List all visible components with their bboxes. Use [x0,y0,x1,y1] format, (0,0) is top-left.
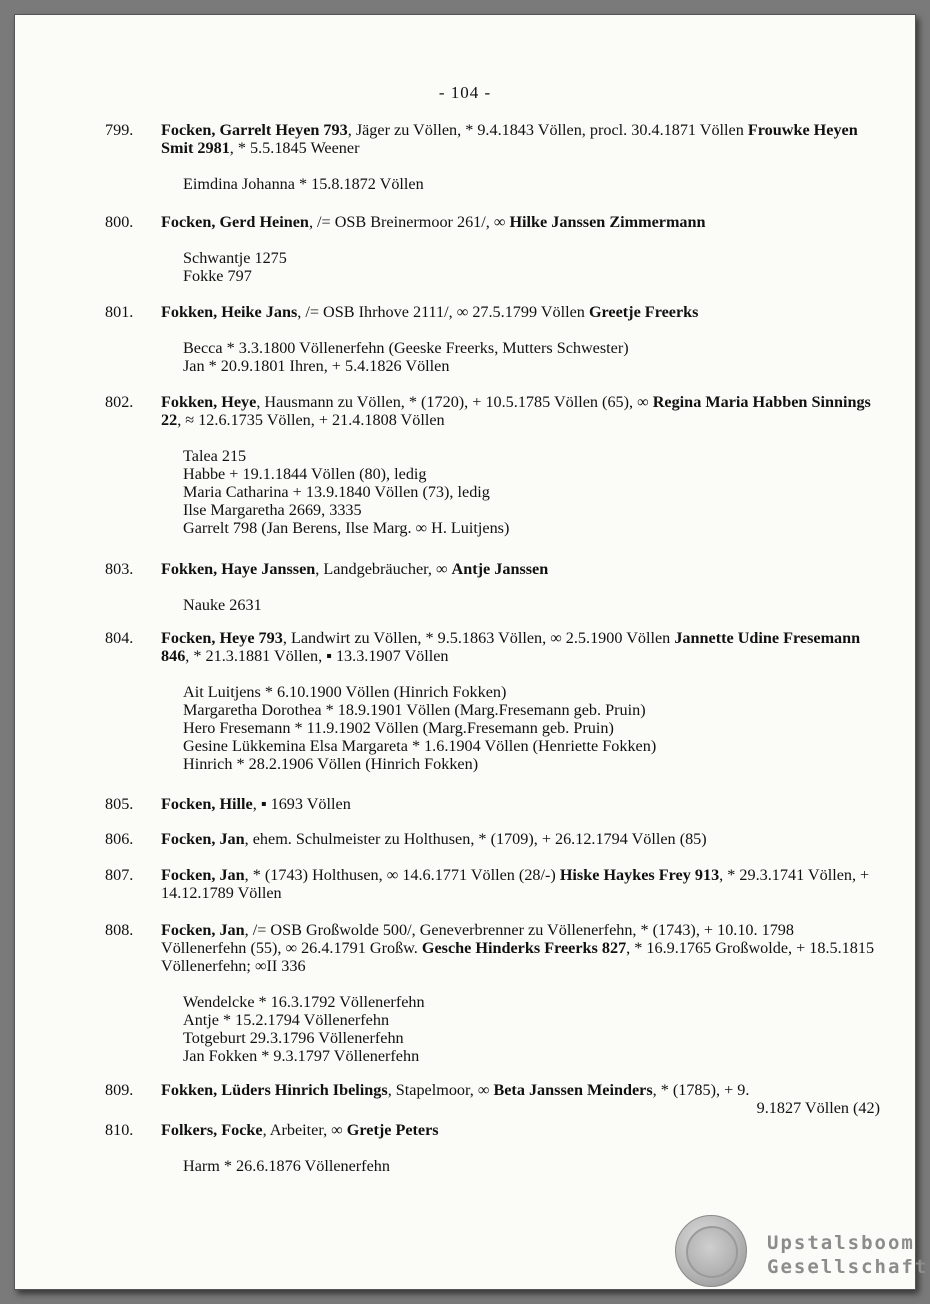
child-entry: Talea 215 [183,447,247,465]
entry-detail: , Jäger zu Völlen, * 9.4.1843 Völlen, procl. 30.4.1871 Völlen [347,121,748,139]
entry-number: 807. [105,866,134,884]
entry-text [161,560,880,578]
entry-805 [105,795,880,813]
entry-text [161,866,880,902]
entry-detail: , /= OSB Ihrhove 2111/, ∞ 27.5.1799 Völlen [297,303,589,321]
child-entry: Eimdina Johanna * 15.8.1872 Völlen [183,175,424,193]
child-entry: Gesine Lükkemina Elsa Margareta * 1.6.1904 Völlen (Henriette Fokken) [183,737,657,755]
person-name: Fokken, Heye [161,393,257,411]
children-list [183,175,880,193]
child-entry: Fokke 797 [183,267,252,285]
child-entry: Antje * 15.2.1794 Völlenerfehn [183,1011,390,1029]
person-name: Antje Janssen [451,560,549,578]
entry-number: 809. [105,1081,134,1099]
entry-detail: , Arbeiter, ∞ [262,1121,347,1139]
document-page [14,14,929,1290]
entry-809 [105,1081,880,1117]
person-name: Regina Maria Habben Sinnings 22 [161,393,871,429]
entry-text [161,393,880,429]
entry-text [161,921,880,975]
child-entry: Jan * 20.9.1801 Ihren, + 5.4.1826 Völlen [183,357,450,375]
entry-803 [105,560,880,614]
child-entry: Totgeburt 29.3.1796 Völlenerfehn [183,1029,404,1047]
entry-detail: , ehem. Schulmeister zu Holthusen, * (1709), + 26.12.1794 Völlen (85) [244,830,707,848]
person-name: Focken, Hille [161,795,253,813]
entry-detail: , Landgebräucher, ∞ [315,560,452,578]
person-name: Focken, Garrelt Heyen 793 [161,121,348,139]
entry-detail: , ≈ 12.6.1735 Völlen, + 21.4.1808 Völlen [177,411,445,429]
children-list [183,447,880,537]
person-name: Jannette Udine Fresemann 846 [161,629,861,665]
person-name: Gesche Hinderks Freerks 827 [421,939,627,957]
entry-detail: , * (1785), + 9. [652,1081,750,1099]
person-name: Focken, Jan [161,866,245,884]
entry-807 [105,866,880,902]
entry-808 [105,921,880,1065]
entry-detail: , Stapelmoor, ∞ [387,1081,494,1099]
child-entry: Hero Fresemann * 11.9.1902 Völlen (Marg.Fresemann geb. Pruin) [183,719,614,737]
entry-text [161,1081,880,1099]
entry-detail: , * 21.3.1881 Völlen, ▪ 13.3.1907 Völlen [185,647,449,665]
entry-number: 805. [105,795,134,813]
entry-802 [105,393,880,537]
entry-detail: , * 5.5.1845 Weener [229,139,360,157]
child-entry: Ait Luitjens * 6.10.1900 Völlen (Hinrich Fokken) [183,683,507,701]
child-entry: Habbe + 19.1.1844 Völlen (80), ledig [183,465,427,483]
person-name: Greetje Freerks [588,303,699,321]
logo-line-1: Upstalsboom [767,1232,915,1254]
entry-number: 801. [105,303,134,321]
entry-detail: , * 29.3.1741 Völlen, + 14.12.1789 Völlen [161,866,870,902]
entry-detail: , ▪ 1693 Völlen [252,795,351,813]
entry-number: 806. [105,830,134,848]
entry-806 [105,830,880,848]
person-name: Folkers, Focke [161,1121,263,1139]
children-list [183,339,880,375]
child-entry: Wendelcke * 16.3.1792 Völlenerfehn [183,993,425,1011]
person-name: Hiske Haykes Frey 913 [559,866,720,884]
child-entry: Nauke 2631 [183,596,262,614]
entry-text [161,303,880,321]
entry-text [161,830,880,848]
entry-text [161,213,880,231]
person-name: Focken, Jan [161,921,245,939]
entry-continuation: 9.1827 Völlen (42) [756,1099,880,1117]
entry-number: 804. [105,629,134,647]
entry-detail: , * 16.9.1765 Großwolde, + 18.5.1815 Völlenerfehn; ∞II 336 [161,939,875,975]
entry-number: 803. [105,560,134,578]
entry-number: 808. [105,921,134,939]
entry-number: 800. [105,213,134,231]
children-list [183,683,880,773]
person-name: Focken, Jan [161,830,245,848]
child-entry: Harm * 26.6.1876 Völlenerfehn [183,1157,390,1175]
entry-detail: , /= OSB Großwolde 500/, Geneverbrenner zu Völlenerfehn, * (1743), + 10.10. 1798 Völlenerfehn (55), ∞ 26.4.1791 Großw. [161,921,794,957]
seal-icon [675,1215,747,1287]
entry-number: 799. [105,121,134,139]
child-entry: Maria Catharina + 13.9.1840 Völlen (73), ledig [183,483,490,501]
entry-799 [105,121,880,193]
entry-804 [105,629,880,773]
entry-number: 810. [105,1121,134,1139]
logo-line-2: Gesellschaft [767,1256,929,1278]
children-list [183,1157,880,1175]
entry-text [161,1121,880,1139]
person-name: Gretje Peters [346,1121,439,1139]
person-name: Focken, Heye 793 [161,629,283,647]
entry-text [161,629,880,665]
child-entry: Becca * 3.3.1800 Völlenerfehn (Geeske Freerks, Mutters Schwester) [183,339,629,357]
person-name: Fokken, Lüders Hinrich Ibelings [161,1081,388,1099]
entry-810 [105,1121,880,1175]
entry-800 [105,213,880,285]
person-name: Beta Janssen Meinders [493,1081,653,1099]
entry-detail: , Landwirt zu Völlen, * 9.5.1863 Völlen, ∞ 2.5.1900 Völlen [282,629,675,647]
entry-detail: , /= OSB Breinermoor 261/, ∞ [308,213,510,231]
person-name: Hilke Janssen Zimmermann [509,213,706,231]
entry-text [161,121,880,157]
person-name: Frouwke Heyen Smit 2981 [161,121,858,157]
page-number: - 104 - [438,83,492,102]
person-name: Focken, Gerd Heinen [161,213,309,231]
child-entry: Margaretha Dorothea * 18.9.1901 Völlen (Marg.Fresemann geb. Pruin) [183,701,646,719]
child-entry: Hinrich * 28.2.1906 Völlen (Hinrich Fokken) [183,755,479,773]
children-list [183,993,880,1065]
entry-text [161,795,880,813]
children-list [183,249,880,285]
society-logo [675,1215,929,1287]
person-name: Fokken, Haye Janssen [161,560,316,578]
child-entry: Garrelt 798 (Jan Berens, Ilse Marg. ∞ H. Luitjens) [183,519,510,537]
children-list [183,596,880,614]
child-entry: Ilse Margaretha 2669, 3335 [183,501,362,519]
entry-detail: , Hausmann zu Völlen, * (1720), + 10.5.1785 Völlen (65), ∞ [256,393,653,411]
child-entry: Jan Fokken * 9.3.1797 Völlenerfehn [183,1047,420,1065]
person-name: Fokken, Heike Jans [161,303,298,321]
entry-801 [105,303,880,375]
entry-detail: , * (1743) Holthusen, ∞ 14.6.1771 Völlen (28/-) [244,866,560,884]
child-entry: Schwantje 1275 [183,249,287,267]
entry-number: 802. [105,393,134,411]
